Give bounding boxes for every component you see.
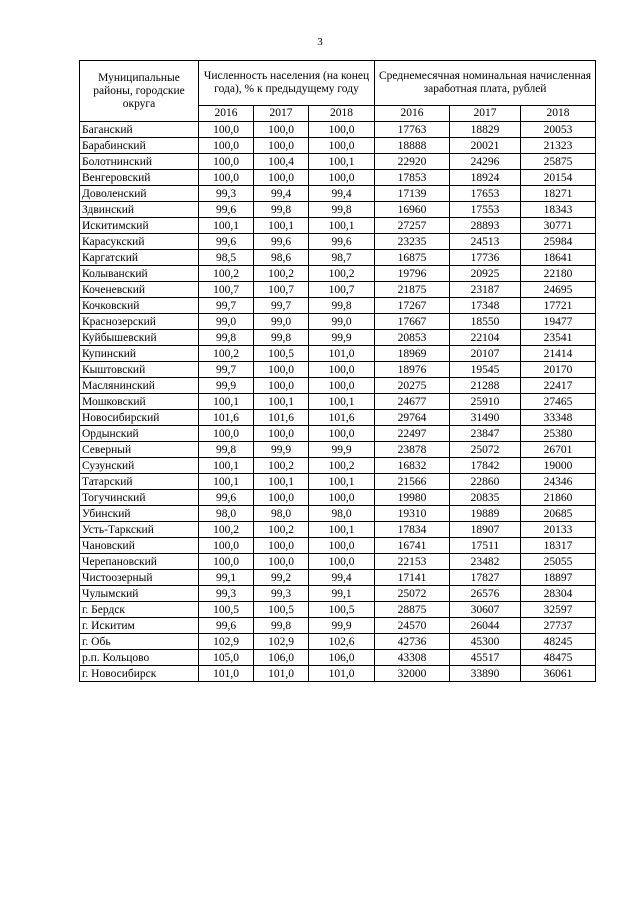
salary-2018-cell: 22417 xyxy=(521,378,596,394)
salary-2016-cell: 19980 xyxy=(375,490,450,506)
pop-2017-cell: 99,6 xyxy=(254,234,309,250)
salary-2017-cell: 23847 xyxy=(450,426,521,442)
region-cell: Чановский xyxy=(80,538,199,554)
region-cell: Доволенский xyxy=(80,186,199,202)
pop-2018-cell: 100,1 xyxy=(309,522,375,538)
pop-2018-cell: 100,2 xyxy=(309,458,375,474)
pop-2016-cell: 99,9 xyxy=(199,378,254,394)
region-cell: г. Обь xyxy=(80,634,199,650)
table-row xyxy=(80,666,596,682)
table-row xyxy=(80,186,596,202)
region-cell: Купинский xyxy=(80,346,199,362)
salary-2016-cell: 16960 xyxy=(375,202,450,218)
salary-2016-cell: 18969 xyxy=(375,346,450,362)
pop-2018-cell: 100,5 xyxy=(309,602,375,618)
salary-2016-cell: 18976 xyxy=(375,362,450,378)
salary-2018-cell: 25984 xyxy=(521,234,596,250)
pop-2018-cell: 99,9 xyxy=(309,442,375,458)
header-year-sal-2016: 2016 xyxy=(375,106,450,122)
region-cell: Убинский xyxy=(80,506,199,522)
salary-2018-cell: 18641 xyxy=(521,250,596,266)
salary-2017-cell: 20835 xyxy=(450,490,521,506)
pop-2016-cell: 99,6 xyxy=(199,202,254,218)
table-row xyxy=(80,410,596,426)
pop-2017-cell: 100,7 xyxy=(254,282,309,298)
salary-2017-cell: 20021 xyxy=(450,138,521,154)
pop-2017-cell: 100,1 xyxy=(254,474,309,490)
salary-2016-cell: 21566 xyxy=(375,474,450,490)
pop-2017-cell: 100,5 xyxy=(254,602,309,618)
region-cell: Усть-Таркский xyxy=(80,522,199,538)
pop-2018-cell: 100,0 xyxy=(309,138,375,154)
salary-2018-cell: 21860 xyxy=(521,490,596,506)
salary-2017-cell: 31490 xyxy=(450,410,521,426)
salary-2017-cell: 23187 xyxy=(450,282,521,298)
salary-2018-cell: 21323 xyxy=(521,138,596,154)
pop-2017-cell: 98,0 xyxy=(254,506,309,522)
salary-2018-cell: 20685 xyxy=(521,506,596,522)
region-cell: Искитимский xyxy=(80,218,199,234)
salary-2016-cell: 22920 xyxy=(375,154,450,170)
table-row xyxy=(80,122,596,138)
salary-2016-cell: 22153 xyxy=(375,554,450,570)
table-row xyxy=(80,218,596,234)
salary-2017-cell: 18924 xyxy=(450,170,521,186)
pop-2016-cell: 98,5 xyxy=(199,250,254,266)
salary-2018-cell: 25875 xyxy=(521,154,596,170)
table-row xyxy=(80,522,596,538)
table-row xyxy=(80,266,596,282)
region-cell: Чулымский xyxy=(80,586,199,602)
table-row xyxy=(80,330,596,346)
region-cell: Краснозерский xyxy=(80,314,199,330)
pop-2016-cell: 98,0 xyxy=(199,506,254,522)
pop-2017-cell: 99,3 xyxy=(254,586,309,602)
pop-2016-cell: 99,6 xyxy=(199,490,254,506)
salary-2017-cell: 18550 xyxy=(450,314,521,330)
pop-2017-cell: 99,7 xyxy=(254,298,309,314)
table-row xyxy=(80,314,596,330)
pop-2017-cell: 99,0 xyxy=(254,314,309,330)
salary-2016-cell: 18888 xyxy=(375,138,450,154)
pop-2018-cell: 100,0 xyxy=(309,538,375,554)
page-number: 3 xyxy=(317,36,323,48)
region-cell: Болотнинский xyxy=(80,154,199,170)
salary-2018-cell: 48245 xyxy=(521,634,596,650)
salary-2016-cell: 22497 xyxy=(375,426,450,442)
salary-2017-cell: 18907 xyxy=(450,522,521,538)
pop-2016-cell: 99,6 xyxy=(199,618,254,634)
salary-2016-cell: 17763 xyxy=(375,122,450,138)
pop-2018-cell: 100,0 xyxy=(309,378,375,394)
salary-2018-cell: 33348 xyxy=(521,410,596,426)
pop-2016-cell: 100,0 xyxy=(199,170,254,186)
region-cell: р.п. Кольцово xyxy=(80,650,199,666)
region-cell: Ордынский xyxy=(80,426,199,442)
pop-2016-cell: 105,0 xyxy=(199,650,254,666)
salary-2017-cell: 24513 xyxy=(450,234,521,250)
pop-2016-cell: 101,6 xyxy=(199,410,254,426)
region-cell: Мошковский xyxy=(80,394,199,410)
pop-2018-cell: 106,0 xyxy=(309,650,375,666)
pop-2016-cell: 99,3 xyxy=(199,586,254,602)
salary-2016-cell: 21875 xyxy=(375,282,450,298)
salary-2016-cell: 23235 xyxy=(375,234,450,250)
salary-2018-cell: 19000 xyxy=(521,458,596,474)
pop-2016-cell: 100,2 xyxy=(199,266,254,282)
pop-2018-cell: 99,1 xyxy=(309,586,375,602)
pop-2017-cell: 100,0 xyxy=(254,554,309,570)
salary-2017-cell: 25072 xyxy=(450,442,521,458)
pop-2017-cell: 100,0 xyxy=(254,122,309,138)
pop-2017-cell: 100,0 xyxy=(254,538,309,554)
table-row xyxy=(80,426,596,442)
region-cell: Чистоозерный xyxy=(80,570,199,586)
salary-2018-cell: 27465 xyxy=(521,394,596,410)
table-row xyxy=(80,154,596,170)
salary-2017-cell: 24296 xyxy=(450,154,521,170)
table-row xyxy=(80,474,596,490)
region-cell: Татарский xyxy=(80,474,199,490)
pop-2018-cell: 100,0 xyxy=(309,362,375,378)
pop-2016-cell: 100,5 xyxy=(199,602,254,618)
pop-2018-cell: 102,6 xyxy=(309,634,375,650)
table-row xyxy=(80,570,596,586)
pop-2017-cell: 100,2 xyxy=(254,458,309,474)
pop-2016-cell: 100,0 xyxy=(199,554,254,570)
pop-2017-cell: 100,4 xyxy=(254,154,309,170)
pop-2016-cell: 99,6 xyxy=(199,234,254,250)
table-row xyxy=(80,602,596,618)
salary-2016-cell: 17853 xyxy=(375,170,450,186)
region-cell: Коченевский xyxy=(80,282,199,298)
salary-2016-cell: 23878 xyxy=(375,442,450,458)
pop-2017-cell: 99,8 xyxy=(254,618,309,634)
salary-2017-cell: 21288 xyxy=(450,378,521,394)
pop-2018-cell: 100,0 xyxy=(309,122,375,138)
salary-2018-cell: 28304 xyxy=(521,586,596,602)
salary-2017-cell: 25910 xyxy=(450,394,521,410)
pop-2018-cell: 99,4 xyxy=(309,570,375,586)
salary-2016-cell: 17834 xyxy=(375,522,450,538)
pop-2018-cell: 100,0 xyxy=(309,426,375,442)
salary-2017-cell: 22860 xyxy=(450,474,521,490)
region-cell: Барабинский xyxy=(80,138,199,154)
pop-2018-cell: 100,1 xyxy=(309,218,375,234)
pop-2018-cell: 99,4 xyxy=(309,186,375,202)
pop-2017-cell: 99,8 xyxy=(254,202,309,218)
salary-2018-cell: 18343 xyxy=(521,202,596,218)
pop-2017-cell: 99,9 xyxy=(254,442,309,458)
salary-2017-cell: 17553 xyxy=(450,202,521,218)
table-row xyxy=(80,282,596,298)
pop-2016-cell: 99,7 xyxy=(199,362,254,378)
salary-2018-cell: 32597 xyxy=(521,602,596,618)
salary-2018-cell: 20133 xyxy=(521,522,596,538)
table-row xyxy=(80,250,596,266)
salary-2016-cell: 42736 xyxy=(375,634,450,650)
pop-2017-cell: 101,0 xyxy=(254,666,309,682)
salary-2016-cell: 27257 xyxy=(375,218,450,234)
salary-2016-cell: 16741 xyxy=(375,538,450,554)
table-row xyxy=(80,634,596,650)
pop-2016-cell: 99,8 xyxy=(199,330,254,346)
pop-2016-cell: 99,8 xyxy=(199,442,254,458)
salary-2018-cell: 25380 xyxy=(521,426,596,442)
salary-2018-cell: 18271 xyxy=(521,186,596,202)
pop-2018-cell: 98,7 xyxy=(309,250,375,266)
salary-2017-cell: 30607 xyxy=(450,602,521,618)
salary-2016-cell: 25072 xyxy=(375,586,450,602)
pop-2018-cell: 98,0 xyxy=(309,506,375,522)
pop-2018-cell: 100,0 xyxy=(309,554,375,570)
salary-2018-cell: 19477 xyxy=(521,314,596,330)
pop-2018-cell: 100,7 xyxy=(309,282,375,298)
salary-2016-cell: 20275 xyxy=(375,378,450,394)
salary-2017-cell: 17653 xyxy=(450,186,521,202)
pop-2016-cell: 100,0 xyxy=(199,538,254,554)
pop-2017-cell: 100,1 xyxy=(254,218,309,234)
region-cell: Новосибирский xyxy=(80,410,199,426)
salary-2017-cell: 45517 xyxy=(450,650,521,666)
salary-2018-cell: 23541 xyxy=(521,330,596,346)
salary-2018-cell: 17721 xyxy=(521,298,596,314)
salary-2018-cell: 18317 xyxy=(521,538,596,554)
salary-2016-cell: 17139 xyxy=(375,186,450,202)
pop-2016-cell: 100,0 xyxy=(199,426,254,442)
header-year-pop-2018: 2018 xyxy=(309,106,375,122)
pop-2017-cell: 101,6 xyxy=(254,410,309,426)
salary-2017-cell: 33890 xyxy=(450,666,521,682)
pop-2016-cell: 102,9 xyxy=(199,634,254,650)
salary-2016-cell: 17667 xyxy=(375,314,450,330)
salary-2016-cell: 28875 xyxy=(375,602,450,618)
pop-2016-cell: 101,0 xyxy=(199,666,254,682)
salary-2017-cell: 17827 xyxy=(450,570,521,586)
pop-2016-cell: 99,1 xyxy=(199,570,254,586)
pop-2017-cell: 106,0 xyxy=(254,650,309,666)
salary-2016-cell: 29764 xyxy=(375,410,450,426)
table-row xyxy=(80,554,596,570)
salary-2017-cell: 23482 xyxy=(450,554,521,570)
salary-2017-cell: 28893 xyxy=(450,218,521,234)
table-row xyxy=(80,298,596,314)
pop-2017-cell: 100,0 xyxy=(254,490,309,506)
pop-2016-cell: 99,3 xyxy=(199,186,254,202)
pop-2017-cell: 100,0 xyxy=(254,426,309,442)
region-cell: Северный xyxy=(80,442,199,458)
table-row xyxy=(80,618,596,634)
table-row xyxy=(80,506,596,522)
region-cell: Карасукский xyxy=(80,234,199,250)
pop-2017-cell: 99,2 xyxy=(254,570,309,586)
pop-2017-cell: 100,2 xyxy=(254,266,309,282)
table-row xyxy=(80,346,596,362)
salary-2017-cell: 17348 xyxy=(450,298,521,314)
pop-2017-cell: 99,4 xyxy=(254,186,309,202)
region-cell: Каргатский xyxy=(80,250,199,266)
pop-2016-cell: 99,0 xyxy=(199,314,254,330)
header-region: Муниципальные районы, городские округа xyxy=(80,61,199,122)
salary-2017-cell: 20925 xyxy=(450,266,521,282)
salary-2018-cell: 21414 xyxy=(521,346,596,362)
header-population: Численность населения (на конец года), % к предыдущему году xyxy=(199,61,375,106)
pop-2018-cell: 99,6 xyxy=(309,234,375,250)
region-cell: Кыштовский xyxy=(80,362,199,378)
table-row xyxy=(80,586,596,602)
pop-2018-cell: 101,0 xyxy=(309,666,375,682)
salary-2017-cell: 19545 xyxy=(450,362,521,378)
table-header xyxy=(80,61,596,122)
pop-2018-cell: 101,0 xyxy=(309,346,375,362)
salary-2018-cell: 20053 xyxy=(521,122,596,138)
pop-2016-cell: 100,1 xyxy=(199,218,254,234)
salary-2017-cell: 17511 xyxy=(450,538,521,554)
pop-2016-cell: 99,7 xyxy=(199,298,254,314)
salary-2016-cell: 16832 xyxy=(375,458,450,474)
table-row xyxy=(80,650,596,666)
region-cell: Здвинский xyxy=(80,202,199,218)
salary-2017-cell: 26044 xyxy=(450,618,521,634)
region-cell: г. Искитим xyxy=(80,618,199,634)
region-cell: Сузунский xyxy=(80,458,199,474)
table-row xyxy=(80,538,596,554)
region-cell: Баганский xyxy=(80,122,199,138)
pop-2018-cell: 99,8 xyxy=(309,298,375,314)
salary-2017-cell: 19889 xyxy=(450,506,521,522)
pop-2018-cell: 100,0 xyxy=(309,170,375,186)
salary-2017-cell: 26576 xyxy=(450,586,521,602)
salary-2018-cell: 25055 xyxy=(521,554,596,570)
pop-2017-cell: 100,0 xyxy=(254,138,309,154)
data-table xyxy=(79,60,596,682)
salary-2018-cell: 24695 xyxy=(521,282,596,298)
region-cell: г. Бердск xyxy=(80,602,199,618)
pop-2016-cell: 100,0 xyxy=(199,122,254,138)
pop-2017-cell: 102,9 xyxy=(254,634,309,650)
pop-2018-cell: 100,2 xyxy=(309,266,375,282)
pop-2017-cell: 100,0 xyxy=(254,170,309,186)
table-row xyxy=(80,378,596,394)
pop-2018-cell: 99,9 xyxy=(309,330,375,346)
header-year-pop-2016: 2016 xyxy=(199,106,254,122)
header-salary: Среднемесячная номинальная начисленная заработная плата, рублей xyxy=(375,61,596,106)
salary-2018-cell: 30771 xyxy=(521,218,596,234)
salary-2018-cell: 36061 xyxy=(521,666,596,682)
pop-2018-cell: 100,0 xyxy=(309,490,375,506)
table-row xyxy=(80,490,596,506)
salary-2016-cell: 19796 xyxy=(375,266,450,282)
salary-2018-cell: 27737 xyxy=(521,618,596,634)
pop-2016-cell: 100,1 xyxy=(199,458,254,474)
pop-2018-cell: 99,8 xyxy=(309,202,375,218)
region-cell: г. Новосибирск xyxy=(80,666,199,682)
salary-2016-cell: 43308 xyxy=(375,650,450,666)
header-year-sal-2017: 2017 xyxy=(450,106,521,122)
region-cell: Венгеровский xyxy=(80,170,199,186)
salary-2017-cell: 17842 xyxy=(450,458,521,474)
salary-2016-cell: 24677 xyxy=(375,394,450,410)
region-cell: Колыванский xyxy=(80,266,199,282)
table-row xyxy=(80,234,596,250)
table-row xyxy=(80,138,596,154)
region-cell: Маслянинский xyxy=(80,378,199,394)
region-cell: Черепановский xyxy=(80,554,199,570)
pop-2018-cell: 99,0 xyxy=(309,314,375,330)
salary-2016-cell: 17267 xyxy=(375,298,450,314)
pop-2016-cell: 100,1 xyxy=(199,474,254,490)
salary-2018-cell: 22180 xyxy=(521,266,596,282)
salary-2016-cell: 19310 xyxy=(375,506,450,522)
region-cell: Кочковский xyxy=(80,298,199,314)
table-row xyxy=(80,458,596,474)
salary-2016-cell: 16875 xyxy=(375,250,450,266)
salary-2018-cell: 26701 xyxy=(521,442,596,458)
salary-2016-cell: 17141 xyxy=(375,570,450,586)
salary-2017-cell: 20107 xyxy=(450,346,521,362)
header-year-pop-2017: 2017 xyxy=(254,106,309,122)
table-row xyxy=(80,170,596,186)
table-body xyxy=(80,122,596,682)
header-year-sal-2018: 2018 xyxy=(521,106,596,122)
salary-2018-cell: 48475 xyxy=(521,650,596,666)
pop-2017-cell: 98,6 xyxy=(254,250,309,266)
salary-2017-cell: 45300 xyxy=(450,634,521,650)
pop-2018-cell: 101,6 xyxy=(309,410,375,426)
salary-2018-cell: 24346 xyxy=(521,474,596,490)
pop-2018-cell: 100,1 xyxy=(309,474,375,490)
pop-2017-cell: 100,2 xyxy=(254,522,309,538)
salary-2016-cell: 32000 xyxy=(375,666,450,682)
salary-2018-cell: 18897 xyxy=(521,570,596,586)
salary-2017-cell: 17736 xyxy=(450,250,521,266)
pop-2017-cell: 99,8 xyxy=(254,330,309,346)
salary-2016-cell: 20853 xyxy=(375,330,450,346)
salary-2017-cell: 18829 xyxy=(450,122,521,138)
region-cell: Куйбышевский xyxy=(80,330,199,346)
pop-2018-cell: 100,1 xyxy=(309,394,375,410)
salary-2016-cell: 24570 xyxy=(375,618,450,634)
pop-2016-cell: 100,2 xyxy=(199,522,254,538)
pop-2016-cell: 100,0 xyxy=(199,154,254,170)
pop-2016-cell: 100,1 xyxy=(199,394,254,410)
table-row xyxy=(80,362,596,378)
salary-2018-cell: 20154 xyxy=(521,170,596,186)
pop-2017-cell: 100,0 xyxy=(254,378,309,394)
pop-2018-cell: 100,1 xyxy=(309,154,375,170)
region-cell: Тогучинский xyxy=(80,490,199,506)
salary-2018-cell: 20170 xyxy=(521,362,596,378)
table-row xyxy=(80,442,596,458)
pop-2016-cell: 100,0 xyxy=(199,138,254,154)
pop-2018-cell: 99,9 xyxy=(309,618,375,634)
pop-2017-cell: 100,5 xyxy=(254,346,309,362)
pop-2017-cell: 100,1 xyxy=(254,394,309,410)
pop-2017-cell: 100,0 xyxy=(254,362,309,378)
salary-2017-cell: 22104 xyxy=(450,330,521,346)
table-row xyxy=(80,394,596,410)
table-row xyxy=(80,202,596,218)
pop-2016-cell: 100,2 xyxy=(199,346,254,362)
pop-2016-cell: 100,7 xyxy=(199,282,254,298)
